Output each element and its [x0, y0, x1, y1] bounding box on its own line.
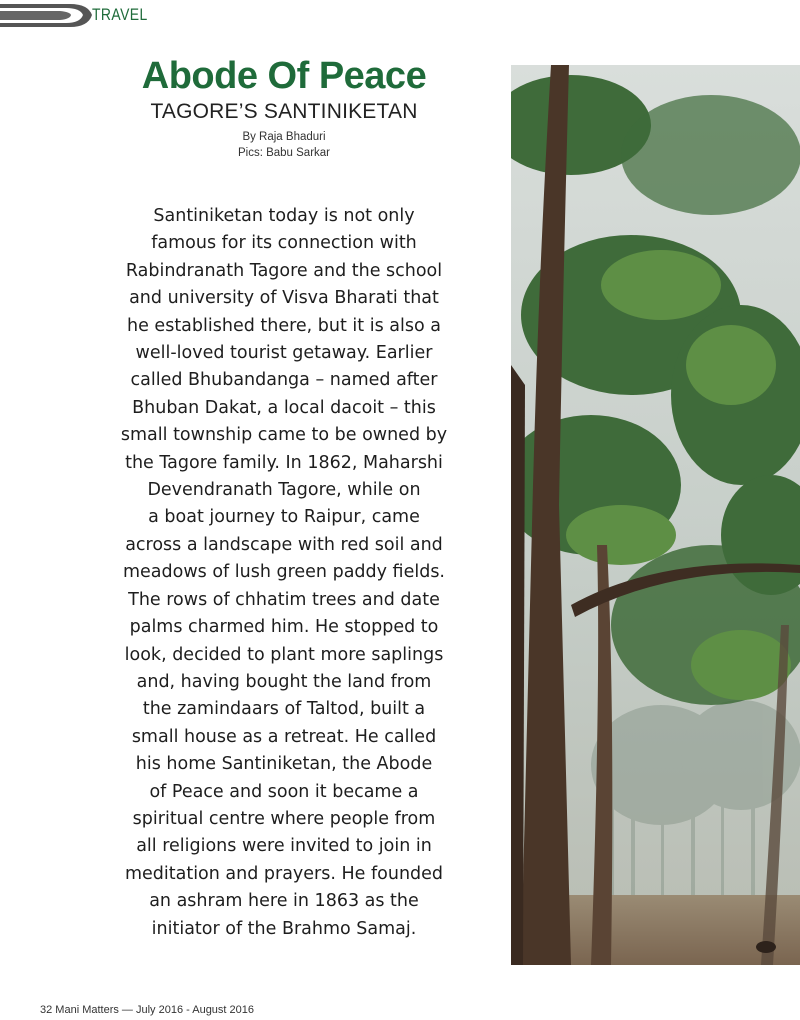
- section-label: TRAVEL: [92, 5, 148, 24]
- article-body-line: a boat journey to Raipur, came: [148, 507, 420, 528]
- article-body-line: Rabindranath Tagore and the school: [125, 260, 443, 281]
- forest-photo: [511, 65, 800, 965]
- article-body-line: an ashram here in 1863 as the: [149, 891, 419, 912]
- article-body-line: his home Santiniketan, the Abode: [135, 754, 433, 775]
- byline: By Raja Bhaduri: [242, 131, 326, 143]
- article-body-line: well-loved tourist getaway. Earlier: [135, 343, 433, 364]
- article-body-line: small township came to be owned by: [120, 425, 448, 446]
- article-body-line: famous for its connection with: [151, 233, 417, 254]
- article-body: [100, 203, 468, 943]
- article-body-line: The rows of chhatim trees and date: [128, 589, 440, 610]
- article-body-line: spiritual centre where people from: [132, 808, 436, 829]
- article-title: Abode Of Peace: [141, 55, 427, 97]
- article-body-line: palms charmed him. He stopped to: [129, 617, 439, 638]
- photo-credit: Pics: Babu Sarkar: [237, 147, 331, 159]
- article-body-line: meadows of lush green paddy fields.: [122, 562, 445, 583]
- article-body-line: all religions were invited to join in: [136, 836, 432, 857]
- article-body-line: Devendranath Tagore, while on: [147, 480, 421, 501]
- article-body-line: and university of Visva Bharati that: [129, 288, 439, 309]
- article-body-line: of Peace and soon it became a: [149, 781, 419, 802]
- article-body-line: the Tagore family. In 1862, Maharshi: [125, 452, 443, 473]
- article-body-line: across a landscape with red soil and: [125, 534, 443, 555]
- article-body-line: called Bhubandanga – named after: [130, 370, 438, 391]
- article-body-line: Santiniketan today is not only: [153, 206, 415, 226]
- page-footer: 32 Mani Matters — July 2016 - August 2016: [40, 1004, 255, 1016]
- article-body-line: he established there, but it is also a: [127, 315, 441, 336]
- article-body-line: initiator of the Brahmo Samaj.: [151, 918, 417, 939]
- article-body-line: Bhuban Dakat, a local dacoit – this: [132, 397, 436, 418]
- article-subtitle: TAGORE’S SANTINIKETAN: [150, 100, 418, 123]
- article-body-line: look, decided to plant more saplings: [124, 644, 444, 665]
- article-body-line: meditation and prayers. He founded: [124, 863, 444, 884]
- article-body-line: and, having bought the land from: [136, 671, 432, 692]
- article-body-line: small house as a retreat. He called: [131, 726, 437, 747]
- article-body-line: the zamindaars of Taltod, built a: [142, 699, 426, 720]
